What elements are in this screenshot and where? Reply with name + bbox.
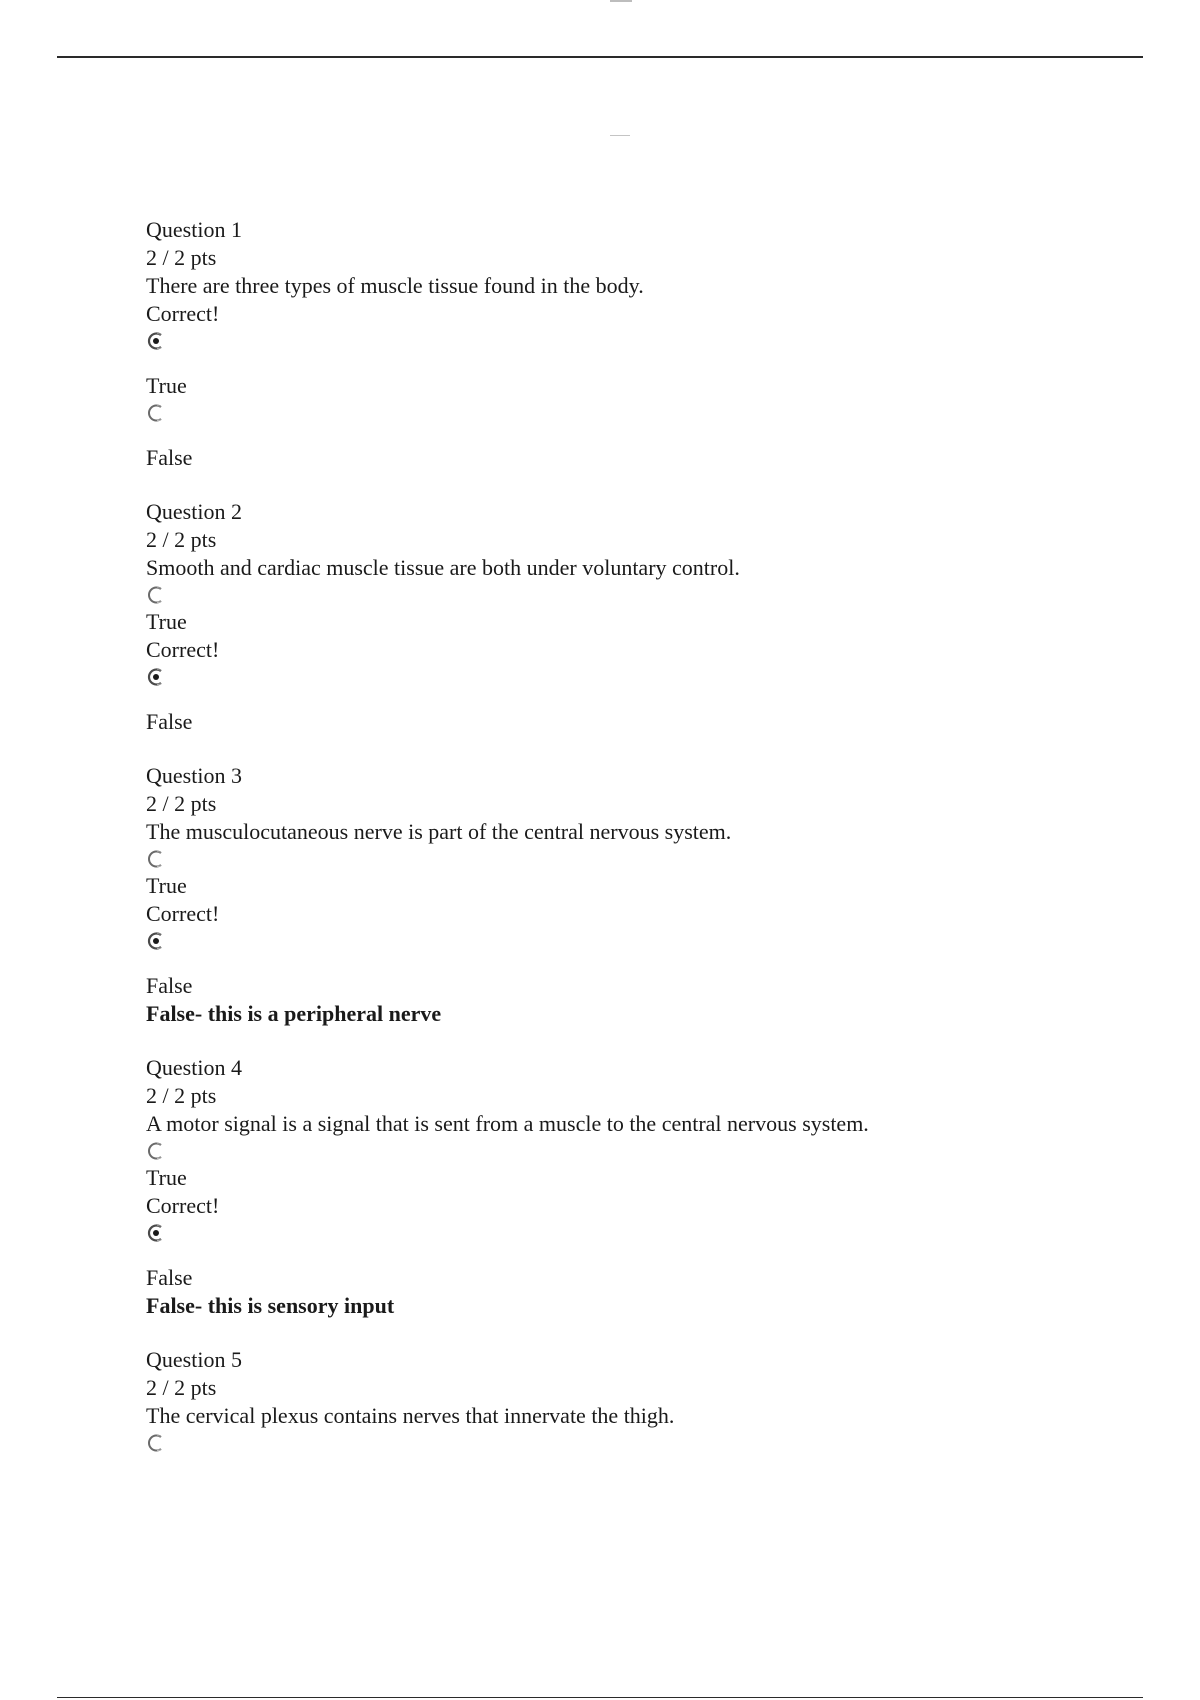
question-5	[146, 1346, 1146, 1454]
footer-rule	[57, 1697, 1143, 1698]
question-title: Question 3	[146, 763, 242, 788]
option-true-label: True	[146, 373, 187, 398]
question-prompt: The cervical plexus contains nerves that innervate the thigh.	[146, 1403, 675, 1428]
question-points: 2 / 2 pts	[146, 1375, 217, 1400]
question-3	[146, 762, 1146, 1028]
option-false-label: False	[146, 709, 193, 734]
option-false-label: False	[146, 973, 193, 998]
answer-feedback: False- this is a peripheral nerve	[146, 1001, 442, 1026]
correct-marker: Correct!	[146, 301, 220, 326]
question-points: 2 / 2 pts	[146, 245, 217, 270]
question-points: 2 / 2 pts	[146, 527, 217, 552]
top-page-mark	[610, 0, 632, 2]
correct-marker: Correct!	[146, 901, 220, 926]
radio-false-selected-icon[interactable]	[146, 666, 166, 688]
question-prompt: The musculocutaneous nerve is part of the central nervous system.	[146, 819, 732, 844]
radio-true-icon[interactable]	[146, 1432, 166, 1454]
header-rule	[57, 56, 1143, 58]
option-false-label: False	[146, 445, 193, 470]
radio-true-icon[interactable]	[146, 848, 166, 870]
question-title: Question 2	[146, 499, 242, 524]
radio-true-selected-icon[interactable]	[146, 330, 166, 352]
question-title: Question 5	[146, 1347, 242, 1372]
question-points: 2 / 2 pts	[146, 1083, 217, 1108]
option-true-label: True	[146, 873, 187, 898]
header-center-mark	[610, 135, 630, 136]
answer-feedback: False- this is sensory input	[146, 1293, 395, 1318]
option-true-label: True	[146, 609, 187, 634]
radio-true-icon[interactable]	[146, 584, 166, 606]
radio-false-selected-icon[interactable]	[146, 1222, 166, 1244]
option-true-label: True	[146, 1165, 187, 1190]
correct-marker: Correct!	[146, 1193, 220, 1218]
question-prompt: Smooth and cardiac muscle tissue are both under voluntary control.	[146, 555, 740, 580]
radio-true-icon[interactable]	[146, 1140, 166, 1162]
quiz-content	[146, 216, 1146, 1480]
question-prompt: There are three types of muscle tissue found in the body.	[146, 273, 644, 298]
question-2	[146, 498, 1146, 736]
question-title: Question 4	[146, 1055, 242, 1080]
question-4	[146, 1054, 1146, 1320]
option-false-label: False	[146, 1265, 193, 1290]
question-1	[146, 216, 1146, 472]
question-title: Question 1	[146, 217, 242, 242]
radio-false-icon[interactable]	[146, 402, 166, 424]
question-prompt: A motor signal is a signal that is sent from a muscle to the central nervous system.	[146, 1111, 869, 1136]
radio-false-selected-icon[interactable]	[146, 930, 166, 952]
correct-marker: Correct!	[146, 637, 220, 662]
question-points: 2 / 2 pts	[146, 791, 217, 816]
